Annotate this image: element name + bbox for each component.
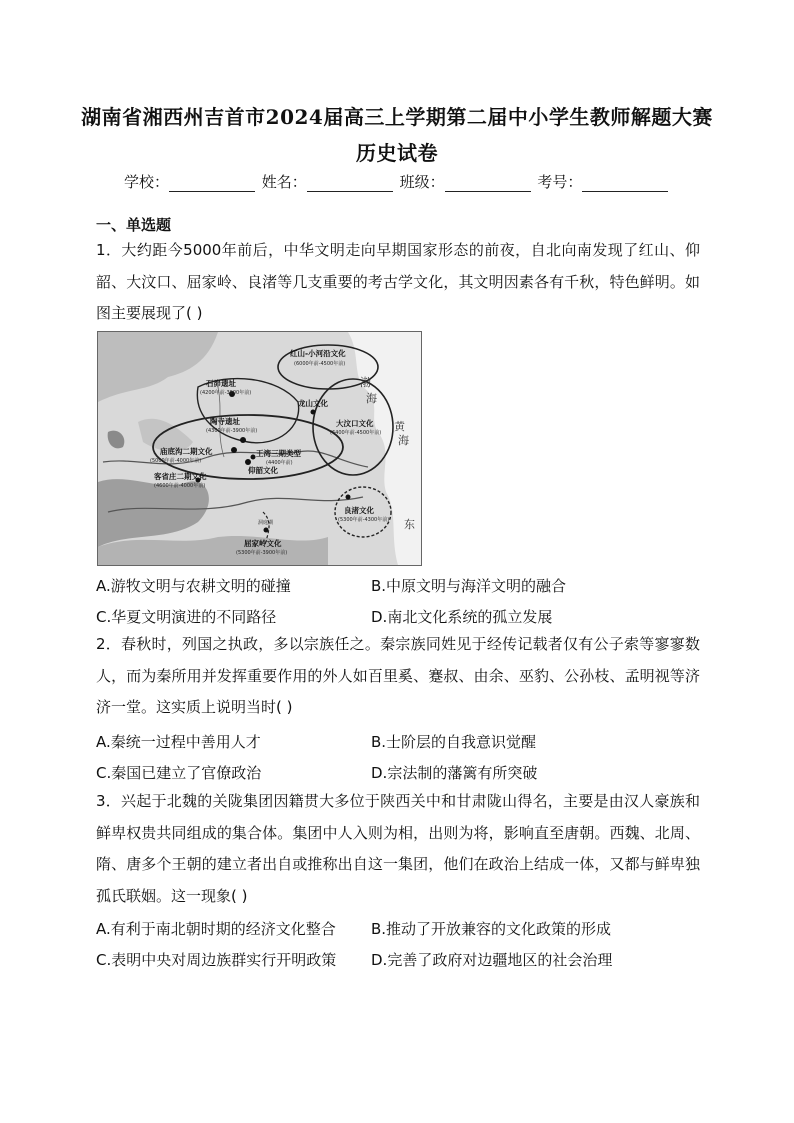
map-date-qujialing: (5300年前-3900年前) [236,550,288,556]
section-heading: 一、单选题 [96,216,172,234]
exam-title-line1: 湖南省湘西州吉首市2024届高三上学期第二届中小学生教师解题大赛 [81,105,713,129]
map-label-hongshan: 红山-小河沿文化 [290,349,346,358]
map-date-keshengzhuang: (4600年前-4000年前) [154,483,206,489]
map-date-shimao: (4200年前-3900年前) [200,390,252,396]
map-date-liangzhu: (5300年前-4300年前) [338,517,390,523]
q1-option-d[interactable]: D.南北文化系统的孤立发展 [371,608,553,626]
question-2-stem: 2．春秋时，列国之执政，多以宗族任之。秦宗族同姓见于经传记载者仅有公子索等寥寥数人，而为秦所用并发挥重要作用的外人如百里奚、蹇叔、由余、巫豹、公孙枝、孟明视等济济一堂。这实质上说明当时( ) [96,635,700,716]
q2-option-a[interactable]: A.秦统一过程中善用人才 [96,733,261,751]
class-blank[interactable] [445,175,531,192]
question-1-stem: 1．大约距今5000年前后，中华文明走向早期国家形态的前夜，自北向南发现了红山、仰韶、大汶口、屈家岭、良渚等几支重要的考古学文化，其文明因素各有千秋，特色鲜明。如图主要展现了( ) [96,241,700,322]
map-label-taosi: 陶寺遗址 [210,417,240,426]
map-geo-hai-1: 海 [366,392,377,405]
map-geo-dongtinghu: 洞庭湖 [258,520,274,526]
name-blank[interactable] [307,175,393,192]
q2-option-c[interactable]: C.秦国已建立了官僚政治 [96,764,262,782]
q3-option-c[interactable]: C.表明中央对周边族群实行开明政策 [96,951,337,969]
map-geo-dong: 东 [404,518,415,531]
name-label: 姓名： [261,173,307,191]
exam-title-line2: 历史试卷 [356,141,438,165]
class-label: 班级： [399,173,445,191]
map-label-liangzhu: 良渚文化 [344,506,374,515]
map-label-miaodigou: 庙底沟二期文化 [160,447,213,456]
culture-map-svg [98,332,421,565]
q1-option-c[interactable]: C.华夏文明演进的不同路径 [96,608,277,626]
q3-option-b[interactable]: B.推动了开放兼容的文化政策的形成 [371,920,612,938]
map-date-hongshan: (6000年前-4500年前) [294,361,346,367]
map-label-qujialing: 屈家岭文化 [244,539,282,548]
school-blank[interactable] [169,175,255,192]
map-date-miaodigou: (5000年前-4000年前) [150,458,202,464]
q1-option-a[interactable]: A.游牧文明与农耕文明的碰撞 [96,577,291,595]
map-label-wangwan: 王湾三期类型 [256,449,301,458]
map-geo-bo: 渤 [360,376,371,389]
exam-number-label: 考号： [537,173,583,191]
map-label-dawenkou: 大汶口文化 [336,419,374,428]
map-label-keshengzhuang: 客省庄二期文化 [154,472,207,481]
map-label-longshan: 龙山文化 [298,399,328,408]
map-geo-hai-2: 海 [398,434,409,447]
culture-map-figure [97,331,422,566]
question-3-stem: 3．兴起于北魏的关陇集团因籍贯大多位于陕西关中和甘肃陇山得名，主要是由汉人豪族和鲜卑权贵共同组成的集合体。集团中人入则为相，出则为将，影响直至唐朝。西魏、北周、隋、唐多个王朝的建立者出自或推称出自这一集团，他们在政治上结成一体，又都与鲜卑独孤氏联姻。这一现象( ) [96,792,700,905]
map-label-shimao: 石峁遗址 [206,379,236,388]
q3-option-d[interactable]: D.完善了政府对边疆地区的社会治理 [371,951,613,969]
q2-option-b[interactable]: B.士阶层的自我意识觉醒 [371,733,537,751]
q1-option-b[interactable]: B.中原文明与海洋文明的融合 [371,577,567,595]
school-label: 学校： [124,173,170,191]
map-label-yangshao: 仰韶文化 [248,466,278,475]
q3-option-a[interactable]: A.有利于南北朝时期的经济文化整合 [96,920,336,938]
map-date-dawenkou: (6400年前-4500年前) [330,430,382,436]
exam-number-blank[interactable] [582,175,668,192]
student-info-row [124,171,670,192]
map-geo-huang: 黄 [394,420,405,433]
q2-option-d[interactable]: D.宗法制的藩篱有所突破 [371,764,538,782]
map-date-wangwan: (4400年前) [266,460,293,466]
map-date-taosi: (4300年前-3900年前) [206,428,258,434]
